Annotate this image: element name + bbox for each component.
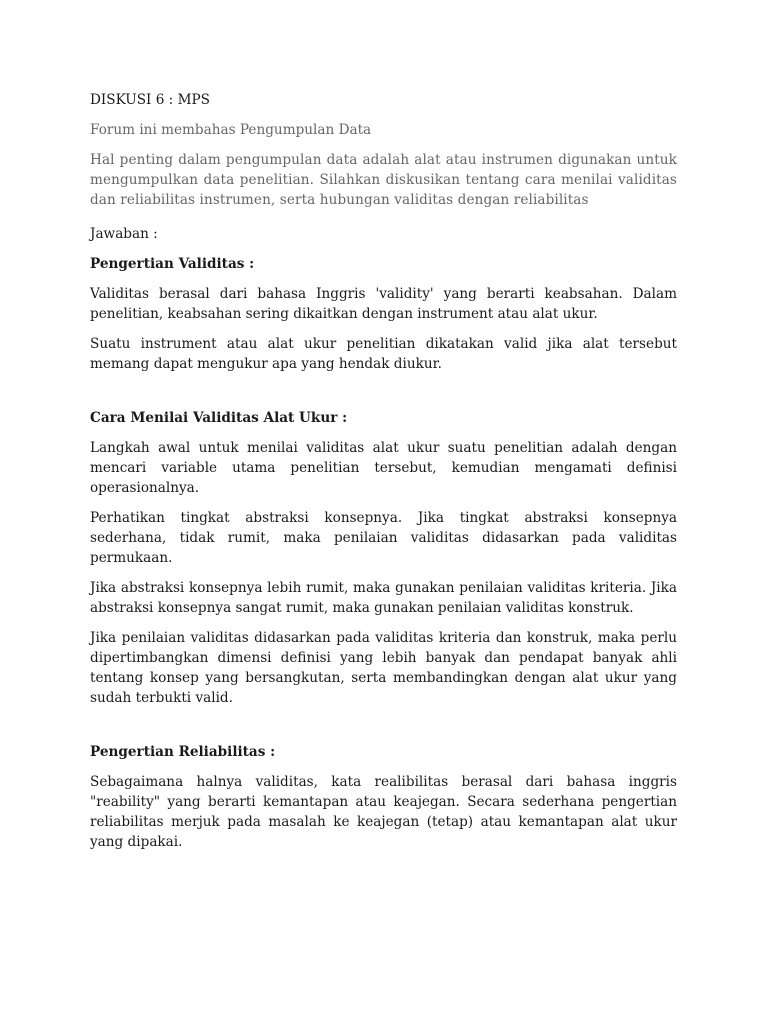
- document-title: DISKUSI 6 : MPS: [90, 92, 210, 108]
- paragraph: Jika penilaian validitas didasarkan pada validitas kriteria dan konstruk, maka perlu dipertimbangkan dimensi definisi yang lebih banyak dan pendapat banyak ahli tentang konsep yang bersangkutan, serta membandingkan dengan alat ukur yang sudah terbukti valid.: [90, 630, 677, 706]
- section-heading: Cara Menilai Validitas Alat Ukur :: [90, 410, 348, 426]
- document-page: [90, 90, 677, 862]
- paragraph: Validitas berasal dari bahasa Inggris 'validity' yang berarti keabsahan. Dalam penelitian, keabsahan sering dikaitkan dengan instrument atau alat ukur.: [90, 286, 677, 322]
- forum-subtitle: Forum ini membahas Pengumpulan Data: [90, 122, 372, 138]
- discussion-prompt: Hal penting dalam pengumpulan data adalah alat atau instrumen digunakan untuk mengumpulkan data penelitian. Silahkan diskusikan tentang cara menilai validitas dan reliabilitas instrumen, serta hubungan validitas dengan reliabilitas: [90, 152, 677, 208]
- section-heading: Pengertian Reliabilitas :: [90, 744, 276, 760]
- paragraph: Jika abstraksi konsepnya lebih rumit, maka gunakan penilaian validitas kriteria. Jika abstraksi konsepnya sangat rumit, maka gunakan penilaian validitas konstruk.: [90, 580, 677, 616]
- paragraph: Perhatikan tingkat abstraksi konsepnya. Jika tingkat abstraksi konsepnya sederhana, tidak rumit, maka penilaian validitas didasarkan pada validitas permukaan.: [90, 510, 677, 566]
- paragraph: Suatu instrument atau alat ukur penelitian dikatakan valid jika alat tersebut memang dapat mengukur apa yang hendak diukur.: [90, 336, 677, 372]
- section-pengertian-validitas: [90, 254, 677, 374]
- paragraph: Sebagaimana halnya validitas, kata realibilitas berasal dari bahasa inggris "reability" yang berarti kemantapan atau keajegan. Secara sederhana pengertian reliabilitas merjuk pada masalah ke keajegan (tetap) atau kemantapan alat ukur yang dipakai.: [90, 774, 677, 850]
- paragraph: Langkah awal untuk menilai validitas alat ukur suatu penelitian adalah dengan mencari variable utama penelitian tersebut, kemudian mengamati definisi operasionalnya.: [90, 440, 677, 496]
- section-cara-menilai-validitas: [90, 408, 677, 708]
- answer-label: Jawaban :: [90, 226, 158, 242]
- section-heading: Pengertian Validitas :: [90, 256, 255, 272]
- section-pengertian-reliabilitas: [90, 742, 677, 852]
